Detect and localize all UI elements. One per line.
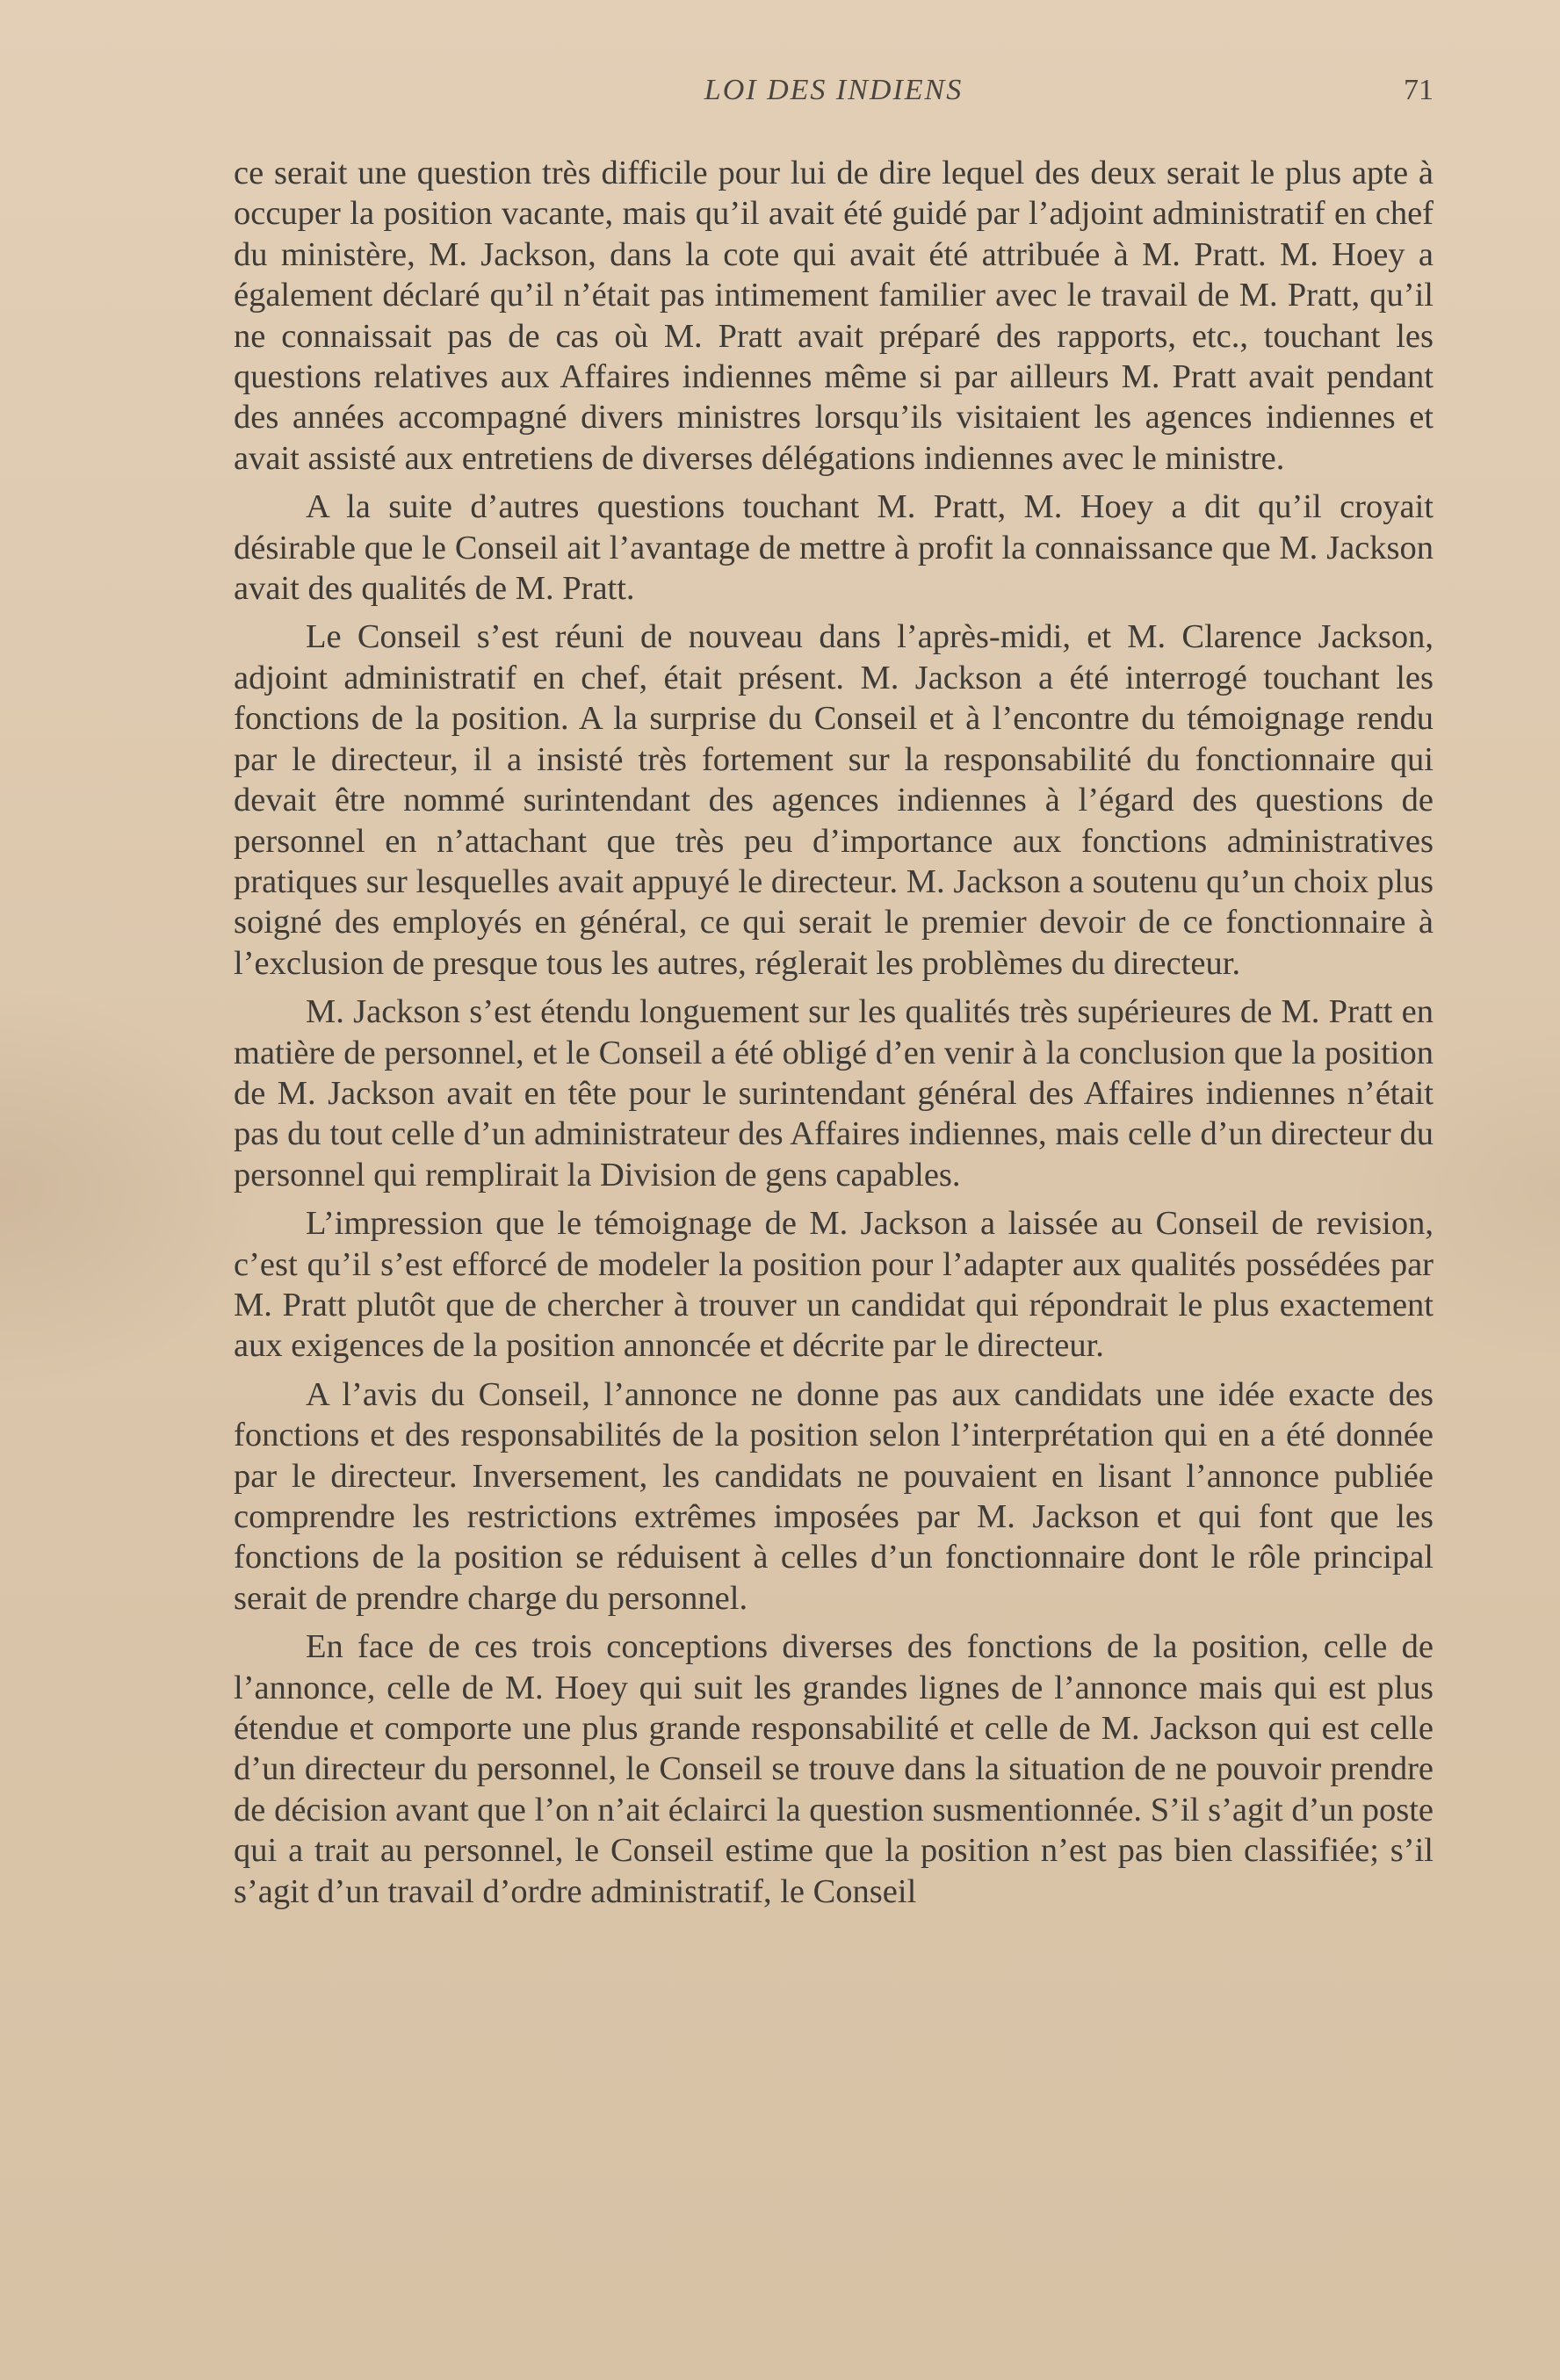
paragraph-6: A l’avis du Conseil, l’annonce ne donne pas aux candidats une idée exacte des fonctions et des responsabilités de la position selon l’interprétation qui en a été donnée par le directeur. Inversement, les candidats ne pouvaient en lisant l’annonce publiée comprendre les restrictions extrêmes imposées par M. Jackson et qui font que les fonctions de la position se réduisent à celles d’un fonctionnaire dont le rôle principal serait de prendre charge du personnel. xyxy=(234,1375,1434,1617)
body-text xyxy=(234,153,1434,1920)
page-number: 71 xyxy=(1404,74,1434,106)
paragraph-2: A la suite d’autres questions touchant M. Pratt, M. Hoey a dit qu’il croyait désirable que le Conseil ait l’avantage de mettre à profit la connaissance que M. Jackson avait des qualités de M. Pratt. xyxy=(234,488,1434,608)
paragraph-3: Le Conseil s’est réuni de nouveau dans l’après-midi, et M. Clarence Jackson, adjoint administratif en chef, était présent. M. Jackson a été interrogé touchant les fonctions de la position. A la surprise du Conseil et à l’encontre du témoignage rendu par le directeur, il a insisté très fortement sur la responsabilité du fonctionnaire qui devait être nommé surintendant des agences indiennes à l’égard des questions de personnel en n’attachant que très peu d’importance aux fonctions administratives pratiques sur lesquelles avait appuyé le directeur. M. Jackson a soutenu qu’un choix plus soigné des employés en général, ce qui serait le premier devoir de ce fonctionnaire à l’exclusion de presque tous les autres, réglerait les problèmes du directeur. xyxy=(234,618,1434,982)
paragraph-7: En face de ces trois conceptions diverses des fonctions de la position, celle de l’annonce, celle de M. Hoey qui suit les grandes lignes de l’annonce mais qui est plus étendue et comporte une plus grande responsabilité et celle de M. Jackson qui est celle d’un directeur du personnel, le Conseil se trouve dans la situation de ne pouvoir prendre de décision avant que l’on n’ait éclairci la question susmentionnée. S’il s’agit d’un poste qui a trait au personnel, le Conseil estime que la position n’est pas bien classifiée; s’il s’agit d’un travail d’ordre administratif, le Conseil xyxy=(234,1628,1434,1910)
running-title: LOI DES INDIENS xyxy=(704,74,964,106)
paragraph-1: ce serait une question très difficile pour lui de dire lequel des deux serait le plus apte à occuper la position vacante, mais qu’il avait été guidé par l’adjoint administratif en chef du ministère, M. Jackson, dans la cote qui avait été attribuée à M. Pratt. M. Hoey a également déclaré qu’il n’était pas intimement familier avec le travail de M. Pratt, qu’il ne connaissait pas de cas où M. Pratt avait préparé des rapports, etc., touchant les questions relatives aux Affaires indiennes même si par ailleurs M. Pratt avait pendant des années accompagné divers ministres lorsqu’ils visitaient les agences indiennes et avait assisté aux entretiens de diverses délégations indiennes avec le ministre. xyxy=(234,155,1434,477)
paragraph-5: L’impression que le témoignage de M. Jackson a laissée au Conseil de revision, c’est qu’il s’est efforcé de modeler la position pour l’adapter aux qualités possédées par M. Pratt plutôt que de chercher à trouver un candidat qui répondrait le plus exactement aux exigences de la position annoncée et décrite par le directeur. xyxy=(234,1205,1434,1365)
running-header xyxy=(234,74,1434,116)
paragraph-4: M. Jackson s’est étendu longuement sur les qualités très supérieures de M. Pratt en matière de personnel, et le Conseil a été obligé d’en venir à la conclusion que la position de M. Jackson avait en tête pour le surintendant général des Affaires indiennes n’était pas du tout celle d’un administrateur des Affaires indiennes, mais celle d’un directeur du personnel qui remplirait la Division de gens capables. xyxy=(234,993,1434,1194)
